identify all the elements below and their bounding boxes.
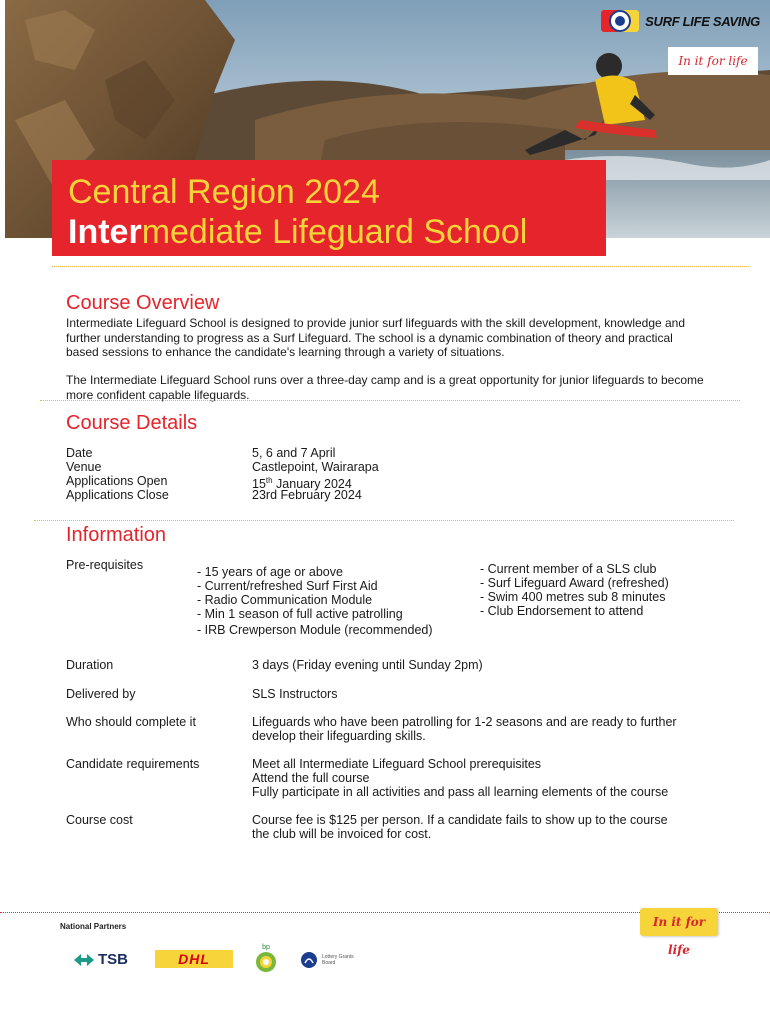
prereq-list-left [197, 565, 433, 637]
candidate-value [252, 757, 668, 799]
partner-lottery-logo [300, 951, 356, 969]
who-label: Who should complete it [66, 715, 196, 729]
who-value [252, 715, 677, 743]
candidate-line: Fully participate in all activities and pass all learning elements of the course [252, 785, 669, 799]
prereq-item: - Swim 400 metres sub 8 minutes [480, 590, 666, 604]
tsb-arrows-icon [74, 953, 94, 967]
tagline-badge [668, 47, 758, 75]
partner-bp-logo [255, 944, 277, 973]
detail-value-applications-close: 23rd February 2024 [252, 488, 362, 502]
detail-value-venue: Castlepoint, Wairarapa [252, 460, 379, 474]
candidate-line: Attend the full course [252, 771, 370, 785]
bp-text: bp [262, 944, 270, 951]
detail-label-date: Date [66, 446, 93, 460]
sls-emblem-icon [601, 8, 639, 34]
logo-text: SURF LIFE SAVING [645, 13, 760, 29]
surf-life-saving-logo [601, 8, 760, 34]
dhl-text: DHL [178, 951, 210, 967]
delivered-value: SLS Instructors [252, 687, 338, 701]
date-suffix: th [265, 476, 273, 485]
cost-label: Course cost [66, 813, 133, 827]
prereq-item: - Surf Lifeguard Award (refreshed) [480, 576, 669, 590]
detail-label-applications-open: Applications Open [66, 474, 168, 488]
prereq-item: - Radio Communication Module [197, 593, 373, 607]
prereq-item: - 15 years of age or above [197, 565, 343, 579]
prereq-list-right [480, 562, 669, 618]
overview-heading: Course Overview [66, 292, 220, 314]
partner-dhl-logo [155, 950, 233, 968]
candidate-label: Candidate requirements [66, 757, 200, 771]
overview-paragraph-2: The Intermediate Lifeguard School runs over a three-day camp and is a great opportunity for junior lifeguards to become more confident capable lifeguards. [66, 373, 704, 402]
title-banner [52, 160, 606, 256]
who-line: Lifeguards who have been patrolling for 1-2 seasons and are ready to further [252, 715, 677, 729]
divider [40, 400, 740, 401]
title-bold-part: Inter [68, 213, 142, 251]
cost-line: the club will be invoiced for cost. [252, 827, 432, 841]
prereq-item: - IRB Crewperson Module (recommended) [197, 623, 433, 637]
tsb-text: TSB [98, 951, 128, 968]
cost-line: Course fee is $125 per person. If a candidate fails to show up to the course [252, 813, 668, 827]
title-line-2 [68, 214, 527, 250]
footer-tagline-text: In it for life [652, 915, 706, 957]
overview-paragraph-1: Intermediate Lifeguard School is designed to provide junior surf lifeguards with the skill development, knowledge and further understanding to progress as a Surf Lifeguard. The school is a dynamic combination of theory and practical based sessions to enhance the candidate's learning through a variety of situations. [66, 316, 686, 359]
cost-value [252, 813, 668, 841]
prereq-item: - Current member of a SLS club [480, 562, 657, 576]
detail-label-applications-close: Applications Close [66, 488, 169, 502]
prereq-item: - Club Endorsement to attend [480, 604, 644, 618]
details-heading: Course Details [66, 412, 198, 434]
lottery-emblem-icon [300, 951, 318, 969]
duration-value: 3 days (Friday evening until Sunday 2pm) [252, 658, 483, 672]
bp-helios-icon [255, 951, 277, 973]
partners-label: National Partners [60, 922, 127, 931]
prereq-item: - Current/refreshed Surf First Aid [197, 579, 378, 593]
divider [52, 266, 749, 267]
footer-tagline-badge [640, 908, 718, 957]
detail-value-date: 5, 6 and 7 April [252, 446, 336, 460]
delivered-label: Delivered by [66, 687, 136, 701]
information-heading: Information [66, 524, 167, 546]
partner-tsb-logo [74, 951, 128, 968]
duration-label: Duration [66, 658, 114, 672]
date-day: 15 [252, 477, 266, 492]
detail-label-venue: Venue [66, 460, 102, 474]
prereq-label: Pre-requisites [66, 558, 144, 572]
lottery-text: Lottery Grants Board [322, 954, 354, 966]
tagline-text: In it for life [678, 54, 748, 68]
title-rest-part: mediate Lifeguard School [141, 213, 528, 251]
prereq-item: - Min 1 season of full active patrolling [197, 607, 403, 621]
who-line: develop their lifeguarding skills. [252, 729, 426, 743]
title-line-1: Central Region 2024 [68, 173, 380, 211]
date-rest: January 2024 [272, 477, 352, 492]
divider [34, 520, 734, 521]
candidate-line: Meet all Intermediate Lifeguard School prerequisites [252, 757, 542, 771]
